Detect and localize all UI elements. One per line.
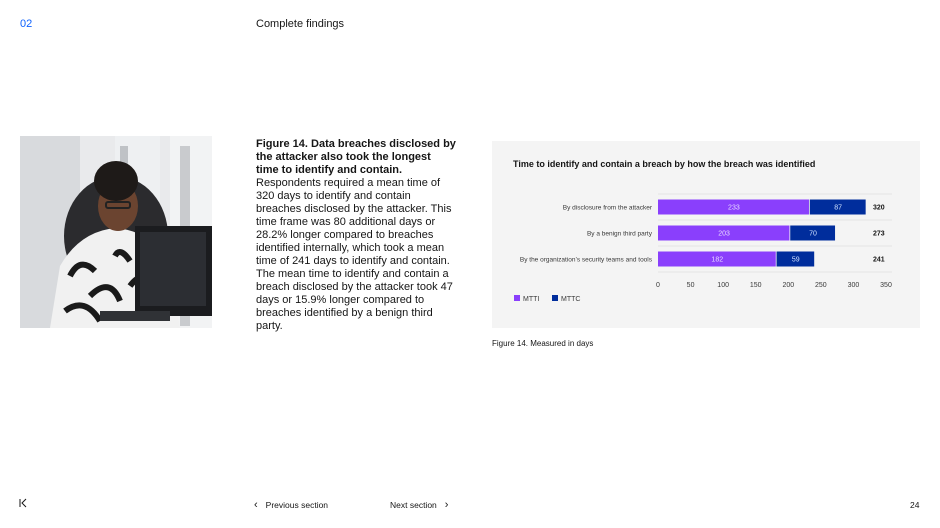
x-tick-label: 300 (847, 282, 860, 289)
section-title: Complete findings (256, 18, 345, 30)
page-number: 24 (910, 500, 920, 510)
legend-swatch-mtti (514, 295, 520, 301)
figure-caption: Figure 14. Measured in days (492, 339, 594, 348)
legend-label: MTTC (561, 296, 581, 303)
person-at-computer-photo (20, 136, 212, 328)
previous-section-label: Previous section (265, 500, 329, 510)
x-tick-label: 100 (717, 282, 729, 289)
figure-body-text: Respondents required a mean time of 320 days to identify and contain breaches disclosed by the attacker. This time frame was 80 additional days or 28.2% longer compared to breaches identified internally, which took a mean time of 241 days to identify and contain. The mean time to identify and contain a breach disclosed by the attacker took 47 days or 15.9% longer compared to breaches identified by a benign third party. (256, 177, 453, 332)
x-tick-label: 0 (656, 282, 660, 289)
next-section-label: Next section (390, 500, 437, 510)
chart-title: Time to identify and contain a breach by how the breach was identified (513, 159, 816, 169)
x-tick-label: 150 (749, 282, 762, 289)
bar-value-label: 203 (718, 230, 730, 238)
x-tick-label: 350 (880, 282, 892, 289)
x-tick-label: 200 (782, 282, 795, 289)
bar-value-label: 233 (728, 204, 740, 212)
x-tick-label: 50 (686, 282, 695, 289)
chevron-left-icon: ‹ (254, 499, 258, 511)
bar-value-label: 87 (834, 204, 843, 212)
section-number: 02 (20, 18, 33, 30)
bar-value-label: 182 (711, 256, 724, 264)
total-label: 241 (873, 256, 885, 264)
category-label: By the organization’s security teams and tools (519, 256, 652, 264)
category-label: By disclosure from the attacker (562, 204, 652, 212)
figure-description (256, 138, 456, 333)
chevron-right-icon: › (444, 499, 449, 511)
total-label: 320 (873, 204, 885, 212)
first-page-icon[interactable] (18, 498, 28, 511)
bar-value-label: 59 (791, 256, 800, 264)
x-tick-label: 250 (815, 282, 827, 289)
legend-swatch-mttc (552, 295, 558, 301)
category-label: By a benign third party (586, 230, 652, 238)
bar-value-label: 70 (809, 230, 817, 238)
legend-label: MTTI (523, 296, 540, 303)
figure-heading: Figure 14. Data breaches disclosed by the attacker also took the longest time to identify and contain. (256, 138, 456, 176)
previous-section-button[interactable] (254, 500, 328, 510)
next-section-button[interactable] (390, 500, 448, 510)
total-label: 273 (873, 230, 885, 238)
stacked-bar-chart (492, 141, 920, 328)
